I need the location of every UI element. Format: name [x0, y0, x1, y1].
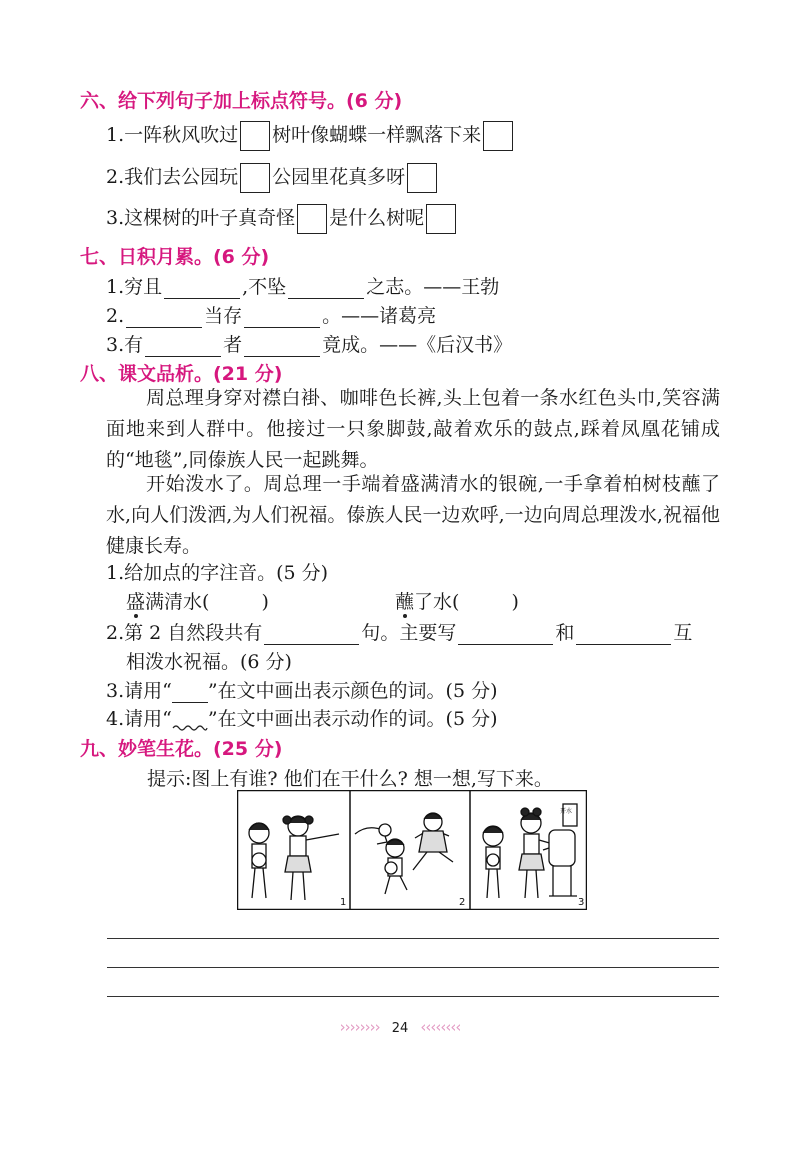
sec8-q2-text-b: 句 [361, 622, 381, 644]
fill-blank[interactable] [164, 280, 240, 299]
wavy-line-sample [172, 717, 208, 731]
section-7-title: 七、日积月累。(6 分) [80, 246, 270, 268]
sec8-q4 [106, 704, 498, 731]
sec7-q1-text-c: 之志。——王勃 [366, 276, 500, 298]
sec6-q2-text-a: 2.我们去公园玩 [106, 166, 239, 188]
fill-blank[interactable] [244, 309, 320, 328]
sec7-q3-text-c: 竟成。——《后汉书》 [322, 334, 513, 356]
sec8-q2-text-e: 互 [673, 622, 693, 644]
sec8-q4-text-a: 4.请用“ [106, 708, 172, 730]
dotted-char: 盛 [126, 591, 146, 613]
sec8-q1-item1-close: ) [261, 591, 269, 613]
section-9-title: 九、妙笔生花。(25 分) [80, 738, 283, 760]
dotted-char: 蘸 [395, 591, 415, 613]
sec7-q1-text-b: ,不坠 [242, 276, 287, 298]
sec8-q2-text-a: 2.第 2 自然段共有 [106, 622, 263, 644]
sec8-q1-item1-text: 满清水( [145, 591, 210, 613]
sec7-q2-text-b: 当存 [204, 305, 243, 327]
sec6-q3 [106, 203, 458, 234]
answer-box[interactable] [483, 121, 513, 151]
sec6-q1 [106, 120, 515, 151]
sec8-q3-text-b: ”在文中画出表示颜色的词。(5 分) [207, 680, 498, 702]
panel-number: 3 [578, 897, 585, 908]
fill-blank[interactable] [264, 626, 359, 645]
sec8-q2 [106, 618, 692, 645]
sec8-q3 [106, 676, 498, 703]
sec7-q3 [106, 330, 512, 357]
passage-paragraph-1: 周总理身穿对襟白褂、咖啡色长裤,头上包着一条水红色头巾,笑容满面地来到人群中。他接过一只象脚鼓,敲着欢乐的鼓点,踩着凤凰花铺成的“地毯”,同傣族人民一起跳舞。 [106, 387, 720, 471]
section-6-title: 六、给下列句子加上标点符号。(6 分) [80, 90, 403, 112]
sec6-q3-text-b: 是什么树呢 [329, 207, 425, 229]
sec8-q4-text-b: ”在文中画出表示动作的词。(5 分) [207, 708, 498, 730]
straight-line-sample [172, 684, 208, 703]
sec7-q2-text-a: 2. [106, 305, 125, 327]
picture-strip [237, 790, 587, 910]
sec7-q1-text-a: 1.穷且 [106, 276, 163, 298]
sec6-q1-text-a: 1.一阵秋风吹过 [106, 124, 239, 146]
writing-line[interactable] [107, 938, 719, 939]
section-8-title: 八、课文品析。(21 分) [80, 363, 283, 385]
footer-arrows-left: ›››››››› [339, 1018, 380, 1036]
sec7-q2-text-c: 。——诸葛亮 [322, 305, 437, 327]
fill-blank[interactable] [244, 338, 320, 357]
panel-number: 1 [340, 897, 347, 908]
writing-line[interactable] [107, 996, 719, 997]
sec8-q2-cont: 相泼水祝福。(6 分) [126, 651, 292, 673]
sec7-q3-text-b: 者 [223, 334, 243, 356]
answer-box[interactable] [407, 163, 437, 193]
comic-illustration [237, 790, 587, 910]
sec8-q2-text-c: 。主要写 [380, 622, 457, 644]
fill-blank[interactable] [145, 338, 221, 357]
sec6-q1-text-b: 树叶像蝴蝶一样飘落下来 [272, 124, 482, 146]
answer-box[interactable] [240, 163, 270, 193]
page-footer [0, 1018, 800, 1036]
sign-label: 开水 [559, 808, 573, 815]
fill-blank[interactable] [576, 626, 671, 645]
answer-box[interactable] [240, 121, 270, 151]
sec8-q2-text-d: 和 [555, 622, 575, 644]
sec7-q3-text-a: 3.有 [106, 334, 144, 356]
panel-number: 2 [459, 897, 466, 908]
answer-box[interactable] [426, 204, 456, 234]
sec7-q1 [106, 272, 499, 299]
footer-arrows-right: ‹‹‹‹‹‹‹‹ [420, 1018, 461, 1036]
passage-paragraph-2: 开始泼水了。周总理一手端着盛满清水的银碗,一手拿着柏树枝蘸了水,向人们泼洒,为人们祝福。傣族人民一边欢呼,一边向周总理泼水,祝福他健康长寿。 [106, 473, 720, 557]
fill-blank[interactable] [458, 626, 553, 645]
sec8-q1-item2-text: 了水( [414, 591, 460, 613]
sec6-q2 [106, 162, 439, 193]
sec8-q1-item1 [126, 587, 269, 614]
page-number: 24 [391, 1021, 409, 1036]
sec8-q1-item2-close: ) [511, 591, 519, 613]
fill-blank[interactable] [126, 309, 202, 328]
sec8-q1-item2 [395, 587, 519, 614]
writing-hint: 提示:图上有谁? 他们在干什么? 想一想,写下来。 [147, 768, 553, 790]
sec8-q3-text-a: 3.请用“ [106, 680, 172, 702]
sec8-q1: 1.给加点的字注音。(5 分) [106, 562, 329, 584]
writing-line[interactable] [107, 967, 719, 968]
sec7-q2 [106, 301, 436, 328]
sec6-q2-text-b: 公园里花真多呀 [272, 166, 406, 188]
sec6-q3-text-a: 3.这棵树的叶子真奇怪 [106, 207, 296, 229]
fill-blank[interactable] [288, 280, 364, 299]
answer-box[interactable] [297, 204, 327, 234]
